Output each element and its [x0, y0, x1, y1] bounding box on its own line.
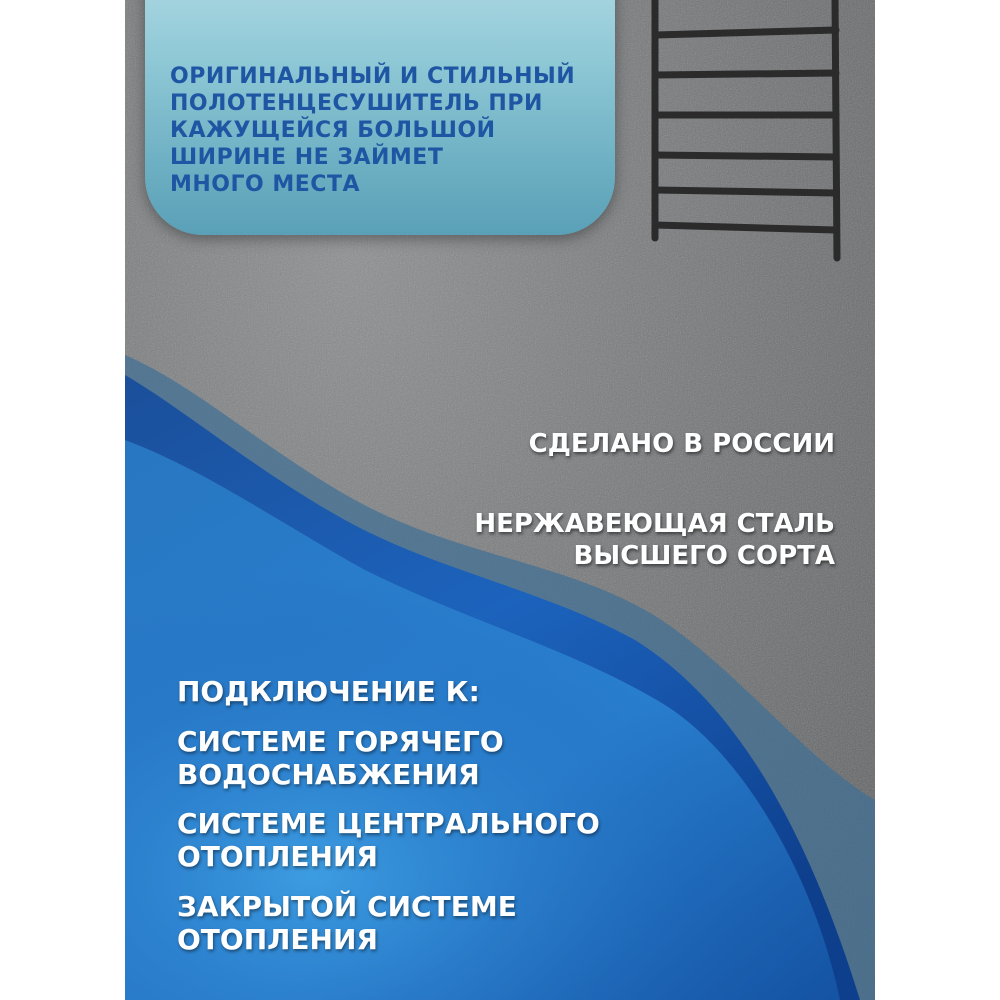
made-in-russia: СДЕЛАНО В РОССИИ [528, 429, 835, 459]
connection-heading: ПОДКЛЮЧЕНИЕ К: [177, 675, 480, 708]
connection-item-central-heating: СИСТЕМЕ ЦЕНТРАЛЬНОГО ОТОПЛЕНИЯ [177, 807, 600, 873]
stainless-steel: НЕРЖАВЕЮЩАЯ СТАЛЬ ВЫСШЕГО СОРТА [474, 509, 835, 571]
top-note: ОРИГИНАЛЬНЫЙ И СТИЛЬНЫЙ ПОЛОТЕНЦЕСУШИТЕЛЬ ПРИ КАЖУЩЕЙСЯ БОЛЬШОЙ ШИРИНЕ НЕ ЗАЙМЕТ МНОГО МЕСТА [170, 64, 576, 197]
connection-item-closed-heating: ЗАКРЫТОЙ СИСТЕМЕ ОТОПЛЕНИЯ [177, 890, 517, 956]
product-card [125, 0, 875, 1000]
towel-dryer-ladder-icon [645, 0, 845, 265]
connection-item-hot-water: СИСТЕМЕ ГОРЯЧЕГО ВОДОСНАБЖЕНИЯ [177, 725, 504, 791]
